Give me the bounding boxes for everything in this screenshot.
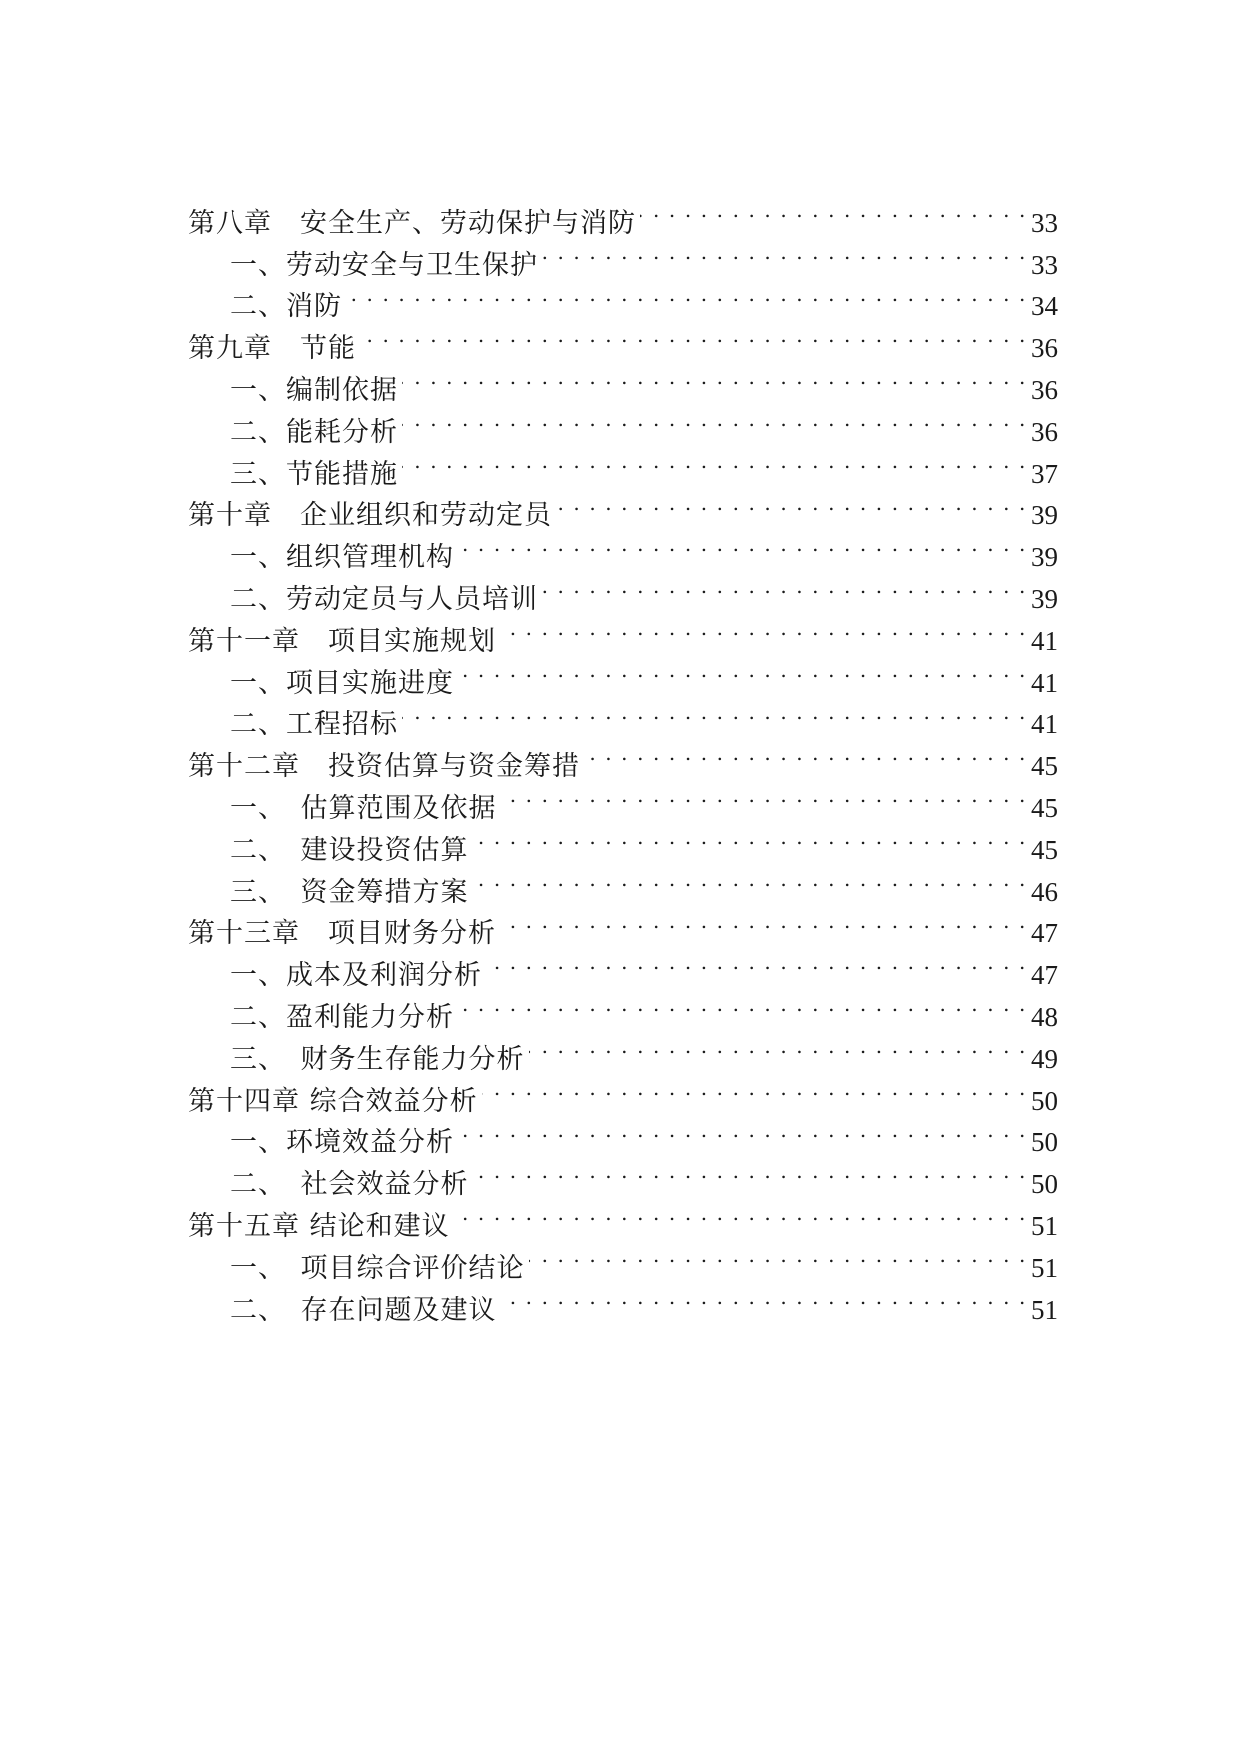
table-of-contents bbox=[188, 190, 1058, 1326]
toc-entry-label: 一、环境效益分析 bbox=[230, 1127, 454, 1159]
toc-page-number: 36 bbox=[1031, 416, 1058, 447]
toc-page-number: 39 bbox=[1031, 500, 1058, 531]
toc-page-number: 45 bbox=[1031, 834, 1058, 865]
toc-leader-dots bbox=[402, 441, 1027, 483]
toc-page-number: 39 bbox=[1031, 583, 1058, 614]
toc-page-number: 36 bbox=[1031, 333, 1058, 364]
toc-page-number: 45 bbox=[1031, 792, 1058, 823]
toc-leader-dots bbox=[458, 984, 1027, 1026]
toc-page-number: 34 bbox=[1031, 291, 1058, 322]
toc-entry-label: 第十二章 投资估算与资金筹措 bbox=[188, 751, 580, 783]
toc-page-number: 50 bbox=[1031, 1127, 1058, 1158]
toc-leader-dots bbox=[640, 190, 1027, 232]
toc-page-number: 41 bbox=[1031, 667, 1058, 698]
toc-leader-dots bbox=[500, 901, 1027, 943]
toc-page-number: 46 bbox=[1031, 876, 1058, 907]
toc-leader-dots bbox=[542, 232, 1027, 274]
toc-entry-label: 三、 财务生存能力分析 bbox=[230, 1043, 525, 1075]
toc-entry-label: 一、成本及利润分析 bbox=[230, 960, 482, 992]
toc-page-number: 37 bbox=[1031, 458, 1058, 489]
toc-entry-label: 二、 存在问题及建议 bbox=[230, 1294, 497, 1326]
toc-entry-label: 二、 建设投资估算 bbox=[230, 834, 469, 866]
toc-leader-dots bbox=[473, 1151, 1028, 1193]
toc-entry-label: 一、 项目综合评价结论 bbox=[230, 1252, 525, 1284]
toc-leader-dots bbox=[402, 399, 1027, 441]
toc-entry-label: 二、能耗分析 bbox=[230, 416, 398, 448]
toc-leader-dots bbox=[360, 315, 1027, 357]
toc-page-number: 48 bbox=[1031, 1001, 1058, 1032]
toc-page-number: 50 bbox=[1031, 1085, 1058, 1116]
toc-entry-label: 第十章 企业组织和劳动定员 bbox=[188, 500, 552, 532]
toc-entry-label: 第十三章 项目财务分析 bbox=[188, 918, 496, 950]
toc-entry-label: 第八章 安全生产、劳动保护与消防 bbox=[188, 207, 636, 239]
toc-leader-dots bbox=[501, 1277, 1028, 1319]
toc-leader-dots bbox=[529, 1026, 1028, 1068]
toc-leader-dots bbox=[584, 733, 1027, 775]
toc-entry-label: 第十一章 项目实施规划 bbox=[188, 625, 496, 657]
toc-page-number: 47 bbox=[1031, 960, 1058, 991]
toc-entry-label: 二、劳动定员与人员培训 bbox=[230, 583, 538, 615]
toc-entry-label: 一、 估算范围及依据 bbox=[230, 792, 497, 824]
toc-page-number: 33 bbox=[1031, 249, 1058, 280]
toc-page-number: 51 bbox=[1031, 1294, 1058, 1325]
toc-leader-dots bbox=[458, 650, 1027, 692]
toc-entry-label: 一、编制依据 bbox=[230, 374, 398, 406]
toc-leader-dots bbox=[500, 608, 1027, 650]
toc-leader-dots bbox=[482, 1068, 1027, 1110]
toc-entry-label: 二、消防 bbox=[230, 291, 342, 323]
toc-entry-label: 第十五章 结论和建议 bbox=[188, 1210, 450, 1242]
toc-page-number: 36 bbox=[1031, 374, 1058, 405]
toc-page-number: 51 bbox=[1031, 1252, 1058, 1283]
toc-leader-dots bbox=[473, 859, 1028, 901]
toc-entry-label: 二、盈利能力分析 bbox=[230, 1001, 454, 1033]
toc-entry[interactable] bbox=[188, 190, 1058, 239]
toc-page-number: 33 bbox=[1031, 207, 1058, 238]
toc-page-number: 45 bbox=[1031, 751, 1058, 782]
toc-entry-label: 第十四章 综合效益分析 bbox=[188, 1085, 478, 1117]
toc-leader-dots bbox=[454, 1193, 1027, 1235]
toc-page-number: 39 bbox=[1031, 542, 1058, 573]
toc-leader-dots bbox=[473, 817, 1028, 859]
toc-leader-dots bbox=[402, 357, 1027, 399]
toc-leader-dots bbox=[402, 692, 1027, 734]
toc-page-number: 51 bbox=[1031, 1210, 1058, 1241]
toc-leader-dots bbox=[529, 1235, 1028, 1277]
toc-leader-dots bbox=[486, 942, 1027, 984]
toc-leader-dots bbox=[501, 775, 1028, 817]
toc-page-number: 47 bbox=[1031, 918, 1058, 949]
toc-entry-label: 三、节能措施 bbox=[230, 458, 398, 490]
toc-leader-dots bbox=[542, 566, 1027, 608]
toc-page-number: 41 bbox=[1031, 709, 1058, 740]
toc-entry-label: 一、组织管理机构 bbox=[230, 542, 454, 574]
toc-leader-dots bbox=[458, 524, 1027, 566]
toc-entry-label: 二、工程招标 bbox=[230, 709, 398, 741]
toc-entry-label: 二、 社会效益分析 bbox=[230, 1169, 469, 1201]
toc-entry-label: 一、项目实施进度 bbox=[230, 667, 454, 699]
toc-leader-dots bbox=[556, 483, 1027, 525]
toc-entry-label: 一、劳动安全与卫生保护 bbox=[230, 249, 538, 281]
toc-leader-dots bbox=[346, 274, 1027, 316]
toc-leader-dots bbox=[458, 1110, 1027, 1152]
toc-entry-label: 第九章 节能 bbox=[188, 333, 356, 365]
toc-page-number: 50 bbox=[1031, 1169, 1058, 1200]
toc-page-number: 49 bbox=[1031, 1043, 1058, 1074]
toc-entry-label: 三、 资金筹措方案 bbox=[230, 876, 469, 908]
toc-page-number: 41 bbox=[1031, 625, 1058, 656]
